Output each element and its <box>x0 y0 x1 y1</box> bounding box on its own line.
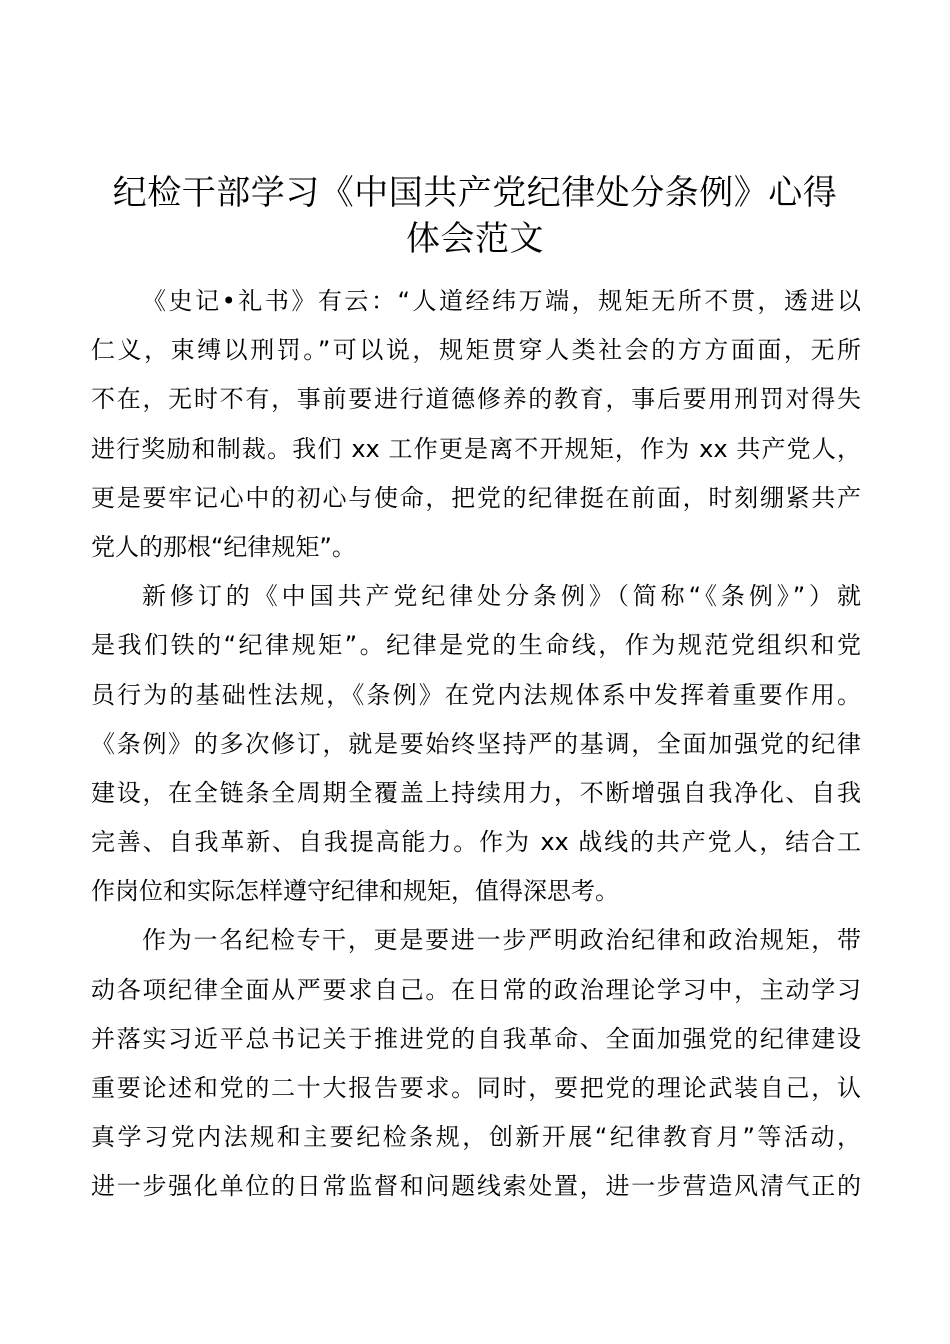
text-line: 建设，在全链条全周期全覆盖上持续用力，不断增强自我净化、自我 <box>91 778 861 807</box>
paragraph <box>91 916 861 1211</box>
text-line: 进行奖励和制裁。我们 xx 工作更是离不开规矩，作为 xx 共产党人， <box>91 434 861 463</box>
document-body <box>91 277 861 1212</box>
text-line: 动各项纪律全面从严要求自己。在日常的政治理论学习中，主动学习 <box>91 975 861 1004</box>
text-line: 仁义，束缚以刑罚。”可以说，规矩贯穿人类社会的方方面面，无所 <box>91 336 861 365</box>
text-line: 完善、自我革新、自我提高能力。作为 xx 战线的共产党人，结合工 <box>91 828 861 857</box>
text-line: 并落实习近平总书记关于推进党的自我革命、全面加强党的纪律建设 <box>91 1024 861 1053</box>
text-line: 重要论述和党的二十大报告要求。同时，要把党的理论武装自己，认 <box>91 1074 861 1102</box>
paragraph <box>91 572 861 916</box>
text-line: 新修订的《中国共产党纪律处分条例》（简称“《条例》”）就 <box>142 582 861 611</box>
text-line: 不在，无时不有，事前要进行道德修养的教育，事后要用刑罚对得失 <box>91 385 861 414</box>
text-line: 《条例》的多次修订，就是要始终坚持严的基调，全面加强党的纪律 <box>91 729 861 758</box>
text-line: 党人的那根“纪律规矩”。 <box>91 532 356 561</box>
document-title <box>80 170 870 262</box>
title-line: 纪检干部学习《中国共产党纪律处分条例》心得 <box>112 173 838 213</box>
text-line: 是我们铁的“纪律规矩”。纪律是党的生命线，作为规范党组织和党 <box>91 631 861 660</box>
text-line: 进一步强化单位的日常监督和问题线索处置，进一步营造风清气正的 <box>91 1172 861 1201</box>
text-line: 《史记•礼书》有云：“人道经纬万端，规矩无所不贯，透进以 <box>142 287 861 315</box>
text-line: 员行为的基础性法规，《条例》在党内法规体系中发挥着重要作用。 <box>91 680 861 709</box>
text-line: 作岗位和实际怎样遵守纪律和规矩，值得深思考。 <box>91 877 619 906</box>
text-line: 更是要牢记心中的初心与使命，把党的纪律挺在前面，时刻绷紧共产 <box>91 483 861 512</box>
paragraph <box>91 277 861 572</box>
title-line: 体会范文 <box>406 219 544 259</box>
text-line: 真学习党内法规和主要纪检条规，创新开展“纪律教育月”等活动， <box>91 1123 861 1152</box>
text-line: 作为一名纪检专干，更是要进一步严明政治纪律和政治规矩，带 <box>142 926 861 955</box>
